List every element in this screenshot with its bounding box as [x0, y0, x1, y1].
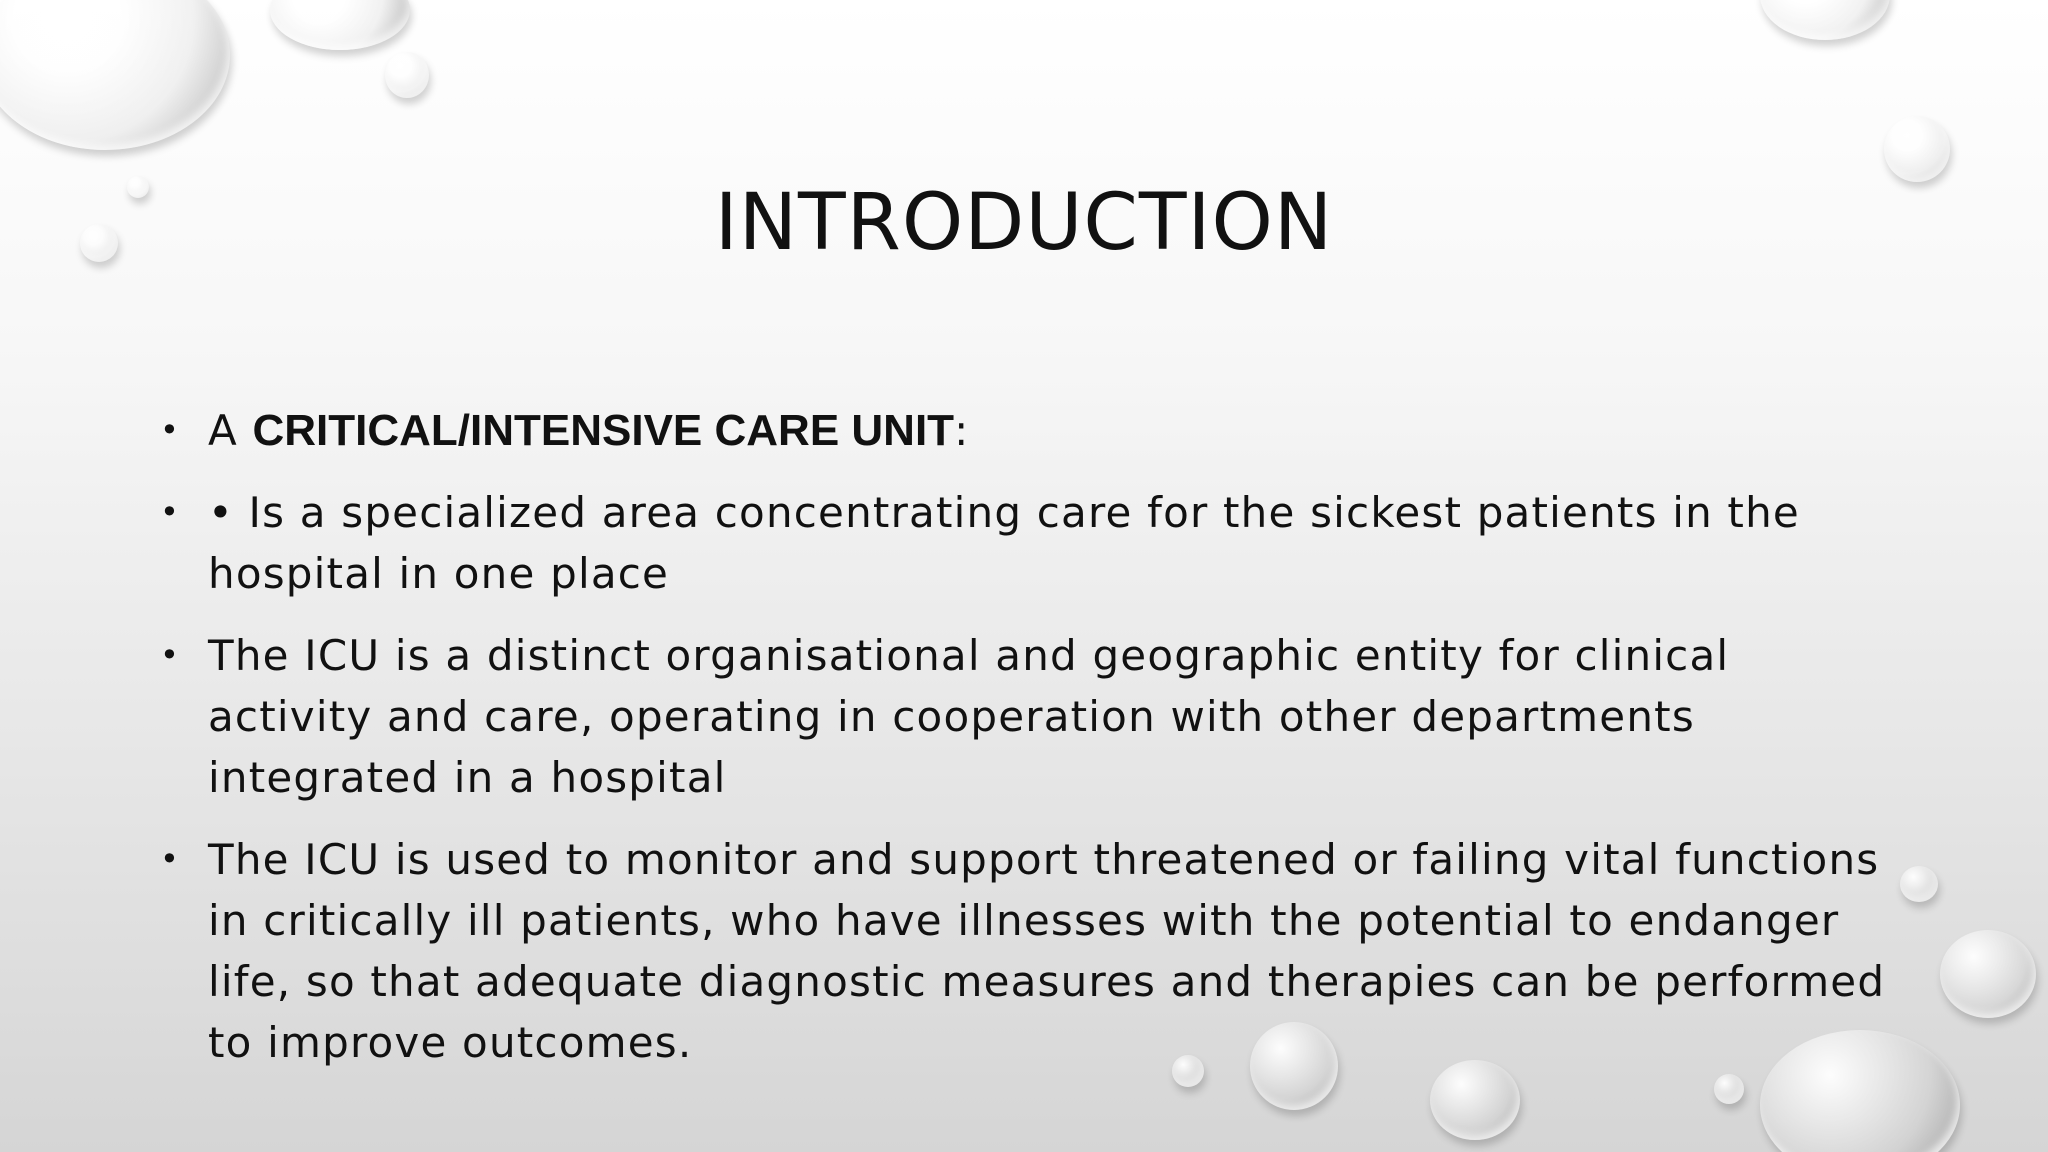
bullet-text: The ICU is a distinct organisational and geographic entity for clinical activity and care, operating in cooperation with other departments integrated in a hospital [208, 631, 1730, 802]
water-droplet-decoration [1760, 0, 1890, 40]
bullet-list [160, 400, 1900, 1094]
bullet-bold-term: CRITICAL/INTENSIVE CARE UNIT [252, 406, 955, 455]
bullet-prefix: A [208, 406, 253, 455]
water-droplet-decoration [1884, 116, 1950, 182]
bullet-dot-icon: • [160, 636, 181, 674]
water-droplet-decoration [1900, 866, 1938, 902]
bullet-item [160, 400, 1900, 461]
bullet-item [160, 625, 1900, 808]
bullet-suffix: : [954, 406, 970, 455]
bullet-dot-icon: • [160, 840, 181, 878]
bullet-item [160, 829, 1900, 1073]
bullet-text: • Is a specialized area concentrating care for the sickest patients in the hospital in one place [208, 488, 1800, 598]
slide-title: INTRODUCTION [714, 178, 1334, 268]
bullet-dot-icon: • [160, 411, 181, 449]
water-droplet-decoration [385, 52, 429, 98]
bullet-item [160, 482, 1900, 604]
bullet-dot-icon: • [160, 493, 181, 531]
water-droplet-decoration [0, 0, 230, 150]
water-droplet-decoration [1940, 930, 2036, 1018]
bullet-text: The ICU is used to monitor and support threatened or failing vital functions in critically ill patients, who have illnesses with the potential to endanger life, so that adequate diagnostic measures and therapies can be performed to improve outcomes. [208, 835, 1886, 1067]
water-droplet-decoration [270, 0, 410, 50]
